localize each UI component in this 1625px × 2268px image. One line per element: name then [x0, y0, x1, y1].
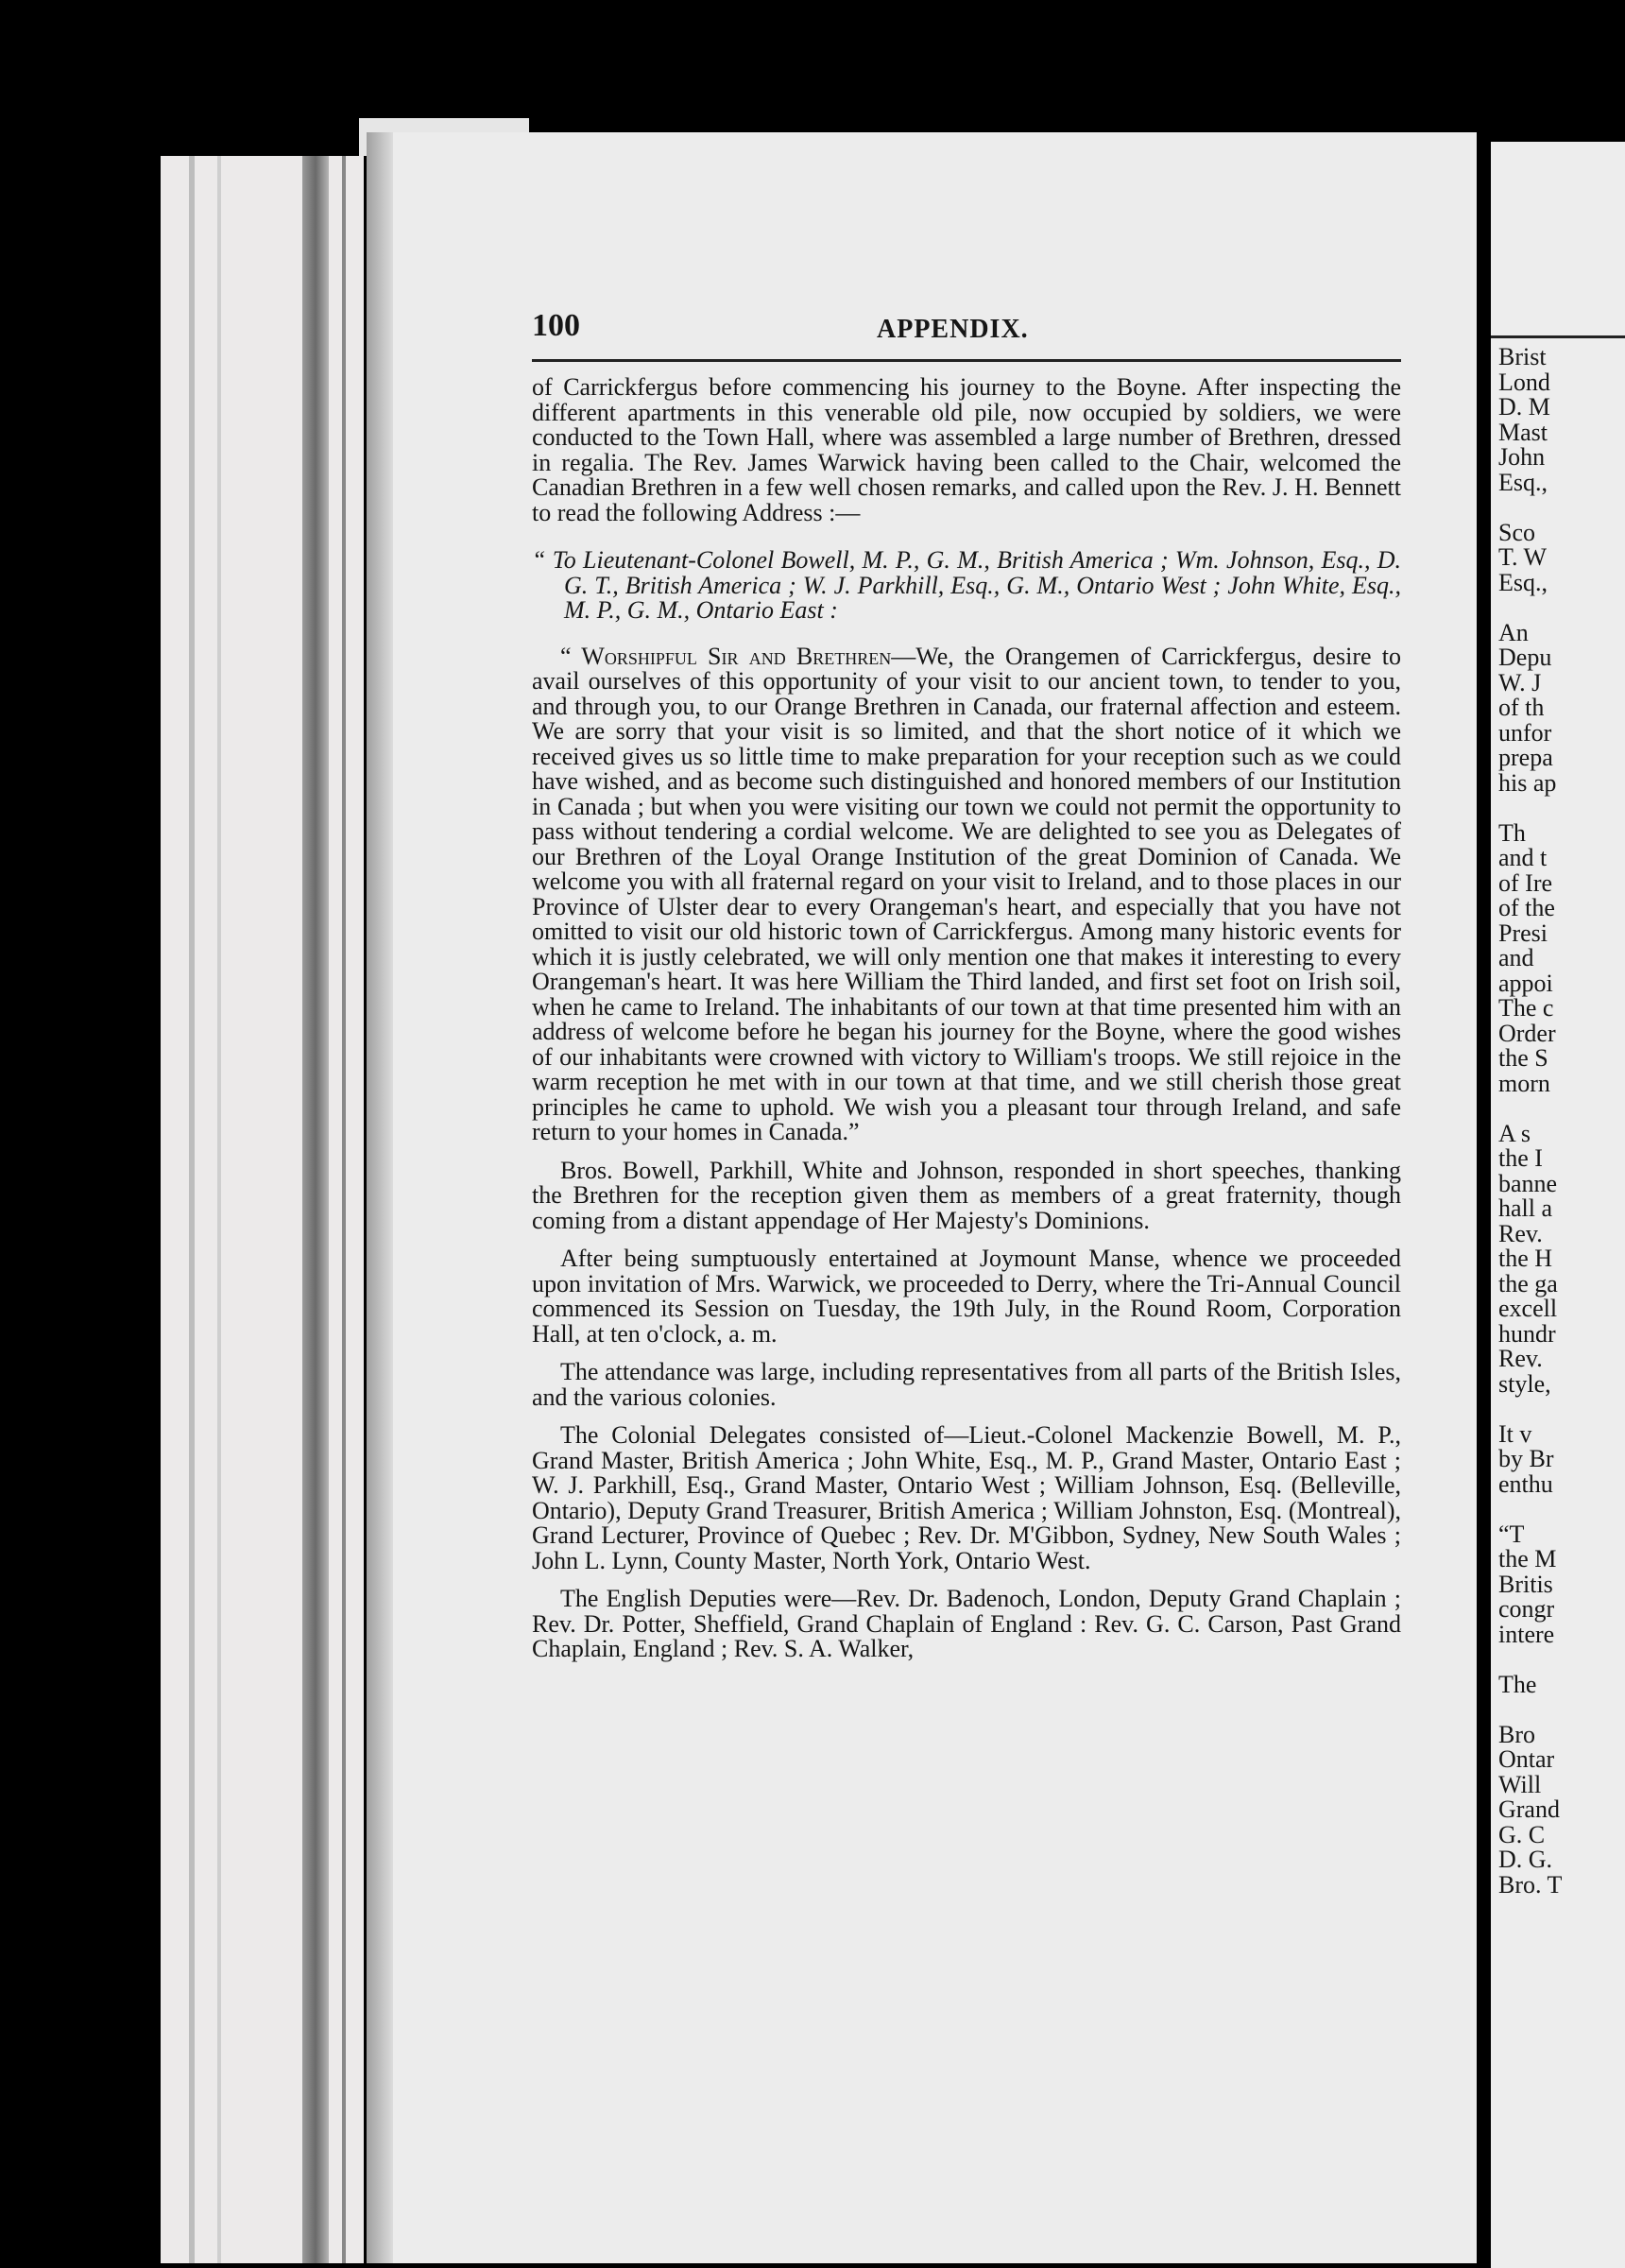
facing-page-line: congr	[1498, 1595, 1555, 1623]
facing-page-line: morn	[1498, 1069, 1550, 1097]
paragraph-english-deputies: The English Deputies were—Rev. Dr. Badenoch, London, Deputy Grand Chaplain ; Rev. Dr. Potter, Sheffield, Grand Chaplain of England : Rev. G. C. Carson, Past Grand Chaplain, England ; Rev. S. A. Walker,	[532, 1585, 1401, 1662]
facing-page-line: Britis	[1498, 1570, 1553, 1598]
facing-page-line: appoi	[1498, 969, 1553, 997]
facing-page-line: D. G.	[1498, 1846, 1553, 1873]
facing-page-line: Will	[1498, 1770, 1542, 1798]
facing-page-line: the H	[1498, 1245, 1553, 1272]
facing-page-line: Brist	[1498, 343, 1547, 370]
facing-page-line: D. M	[1498, 393, 1550, 421]
page-edge	[189, 156, 195, 2263]
page-number: 100	[532, 308, 580, 343]
salutation: “ Worshipful Sir and Brethren	[560, 642, 892, 670]
facing-page-line: prepa	[1498, 744, 1553, 771]
facing-page-line: the I	[1498, 1144, 1543, 1172]
facing-page-line: Rev.	[1498, 1219, 1543, 1247]
facing-page-line: the S	[1498, 1044, 1548, 1072]
facing-page-line: “T	[1498, 1520, 1525, 1548]
facing-page-text	[1498, 345, 1625, 1898]
facing-page-line: The c	[1498, 994, 1554, 1022]
left-page	[367, 132, 1477, 2263]
facing-page-line: hundr	[1498, 1319, 1556, 1348]
facing-page-line: Th	[1498, 818, 1526, 847]
facing-page-line: the ga	[1498, 1269, 1558, 1297]
facing-page-line: Order	[1498, 1019, 1556, 1047]
facing-page-line: and	[1498, 944, 1534, 971]
paragraph-address-heading: “ To Lieutenant-Colonel Bowell, M. P., G. M., British America ; Wm. Johnson, Esq., D. G. T., British America ; W. J. Parkhill, Esq., G. M., Ontario West ; John White, Esq., M. P., G. M., Ontario East :	[532, 546, 1401, 624]
facing-page-line	[1498, 796, 1625, 821]
facing-page-line: T. W	[1498, 543, 1548, 571]
page-edge	[302, 156, 329, 2263]
facing-page-line: Esq.,	[1498, 468, 1548, 496]
page-content	[532, 308, 1402, 1662]
right-facing-page	[1491, 142, 1625, 2268]
facing-page-line	[1498, 595, 1625, 621]
facing-page-line: John	[1498, 443, 1546, 471]
facing-page-line: A s	[1498, 1119, 1531, 1147]
facing-page-line: hall a	[1498, 1194, 1553, 1222]
facing-page-line: Bro	[1498, 1720, 1535, 1748]
paragraph-after: After being sumptuously entertained at Joymount Manse, whence we proceeded upon invitation of Mrs. Warwick, we proceeded to Derry, where the Tri-Annual Council commenced its Session on Tuesday, the 19th July, in the Round Room, Corporation Hall, at ten o'clock, a. m.	[532, 1245, 1401, 1348]
facing-page-line: Depu	[1498, 644, 1552, 671]
page-header	[532, 308, 1401, 362]
facing-page-line	[1498, 1497, 1625, 1522]
page-body	[532, 375, 1401, 1662]
facing-page-line: enthu	[1498, 1469, 1553, 1498]
facing-page-line: banne	[1498, 1169, 1558, 1197]
header-rule	[1491, 335, 1625, 338]
book-spine-edges	[161, 156, 364, 2263]
facing-page-line: It v	[1498, 1419, 1532, 1448]
facing-page-line: the M	[1498, 1545, 1557, 1572]
facing-page-line: G. C	[1498, 1820, 1546, 1848]
facing-page-line: Esq.,	[1498, 568, 1548, 596]
facing-page-line: The	[1498, 1670, 1537, 1698]
facing-page-line: Bro. T	[1498, 1870, 1563, 1899]
facing-page-line: Mast	[1498, 418, 1548, 446]
facing-page-line	[1498, 1647, 1625, 1673]
facing-page-line: Sco	[1498, 518, 1535, 546]
facing-page-line	[1498, 1397, 1625, 1422]
running-head: APPENDIX.	[877, 315, 1029, 344]
facing-page-line: Presi	[1498, 919, 1548, 947]
paragraph-bros: Bros. Bowell, Parkhill, White and Johnson, responded in short speeches, thanking the Brethren for the reception given them as members of a great fraternity, though coming from a distant appendage of Her Majesty's Dominions.	[532, 1156, 1401, 1234]
facing-page-line	[1498, 1096, 1625, 1122]
facing-page-line: excell	[1498, 1295, 1558, 1322]
facing-page-line: his ap	[1498, 768, 1557, 797]
facing-page-line: Grand	[1498, 1796, 1560, 1823]
facing-page-line: and t	[1498, 844, 1548, 871]
page-edge	[342, 156, 346, 2263]
facing-page-line: unfor	[1498, 718, 1552, 747]
facing-page-line: Ontar	[1498, 1745, 1555, 1773]
facing-page-line: by Br	[1498, 1445, 1554, 1472]
paragraph-address-speech	[532, 644, 1401, 1145]
gutter-shadow	[367, 132, 393, 2263]
facing-page-line: style,	[1498, 1369, 1551, 1398]
facing-page-line: of th	[1498, 694, 1545, 721]
facing-page-line	[1498, 1697, 1625, 1723]
paragraph-colonial-delegates: The Colonial Delegates consisted of—Lieut.-Colonel Mackenzie Bowell, M. P., Grand Master, British America ; John White, Esq., M. P., Grand Master, Ontario East ; W. J. Parkhill, Esq., Grand Master, Ontario West ; William Johnson, Esq. (Belleville, Ontario), Deputy Grand Treasurer, British America ; William Johnston, Esq. (Montreal), Grand Lecturer, Province of Quebec ; Rev. Dr. M'Gibbon, Sydney, New South Wales ; John L. Lynn, County Master, North York, Ontario West.	[532, 1421, 1401, 1574]
facing-page-line: of the	[1498, 894, 1555, 921]
paragraph-intro: of Carrickfergus before commencing his journey to the Boyne. After inspecting the different apartments in this venerable old pile, now occupied by soldiers, we were conducted to the Town Hall, where was assembled a large number of Brethren, dressed in regalia. The Rev. James Warwick having been called to the Chair, welcomed the Canadian Brethren in a few well chosen remarks, and called upon the Rev. J. H. Bennett to read the following Address :—	[532, 373, 1401, 526]
page-edge	[217, 156, 221, 2263]
facing-page-line: of Ire	[1498, 868, 1553, 897]
facing-page-line: Lond	[1498, 368, 1550, 396]
facing-page-line: Rev.	[1498, 1345, 1543, 1372]
paragraph-attendance: The attendance was large, including representatives from all parts of the British Isles, and the various colonies.	[532, 1358, 1401, 1411]
facing-page-line: An	[1498, 618, 1529, 646]
speech-text: —We, the Orangemen of Carrickfergus, desire to avail ourselves of this opportunity of your visit to our ancient town, to tender to you, and through you, to our Orange Brethren in Canada, our fraternal affection and esteem. We are sorry that your visit is so limited, and that the short notice of it which we received gives us so little time to make preparation for your reception such as we could have wished, and as become such distinguished and honored members of our Institution in Canada ; but when you were visiting our town we could not permit the opportunity to pass without tendering a cordial welcome. We are delighted to see you as Delegates of our Brethren of the Loyal Orange Institution of the great Dominion of Canada. We welcome you with all fraternal regard on your visit to Ireland, and to those places in our Province of Ulster dear to every Orangeman's heart, and especially that you have not omitted to visit our old historic town of Carrickfergus. Among many historic events for which it is justly celebrated, we will only mention one that makes it interesting to every Orangeman's heart. It was here William the Third landed, and first set foot on Irish soil, when he came to Ireland. The inhabitants of our town at that time presented him with an address of welcome before he began his journey for the Boyne, where the good wishes of our inhabitants were crowned with victory to William's troops. We still rejoice in the warm reception he met with in our town at that time, and we still cherish those great principles he came to uphold. We wish you a pleasant tour through Ireland, and safe return to your homes in Canada.”	[532, 642, 1402, 1145]
facing-page-line: W. J	[1498, 668, 1542, 696]
facing-page-line: intere	[1498, 1620, 1555, 1648]
facing-page-line	[1498, 495, 1625, 521]
